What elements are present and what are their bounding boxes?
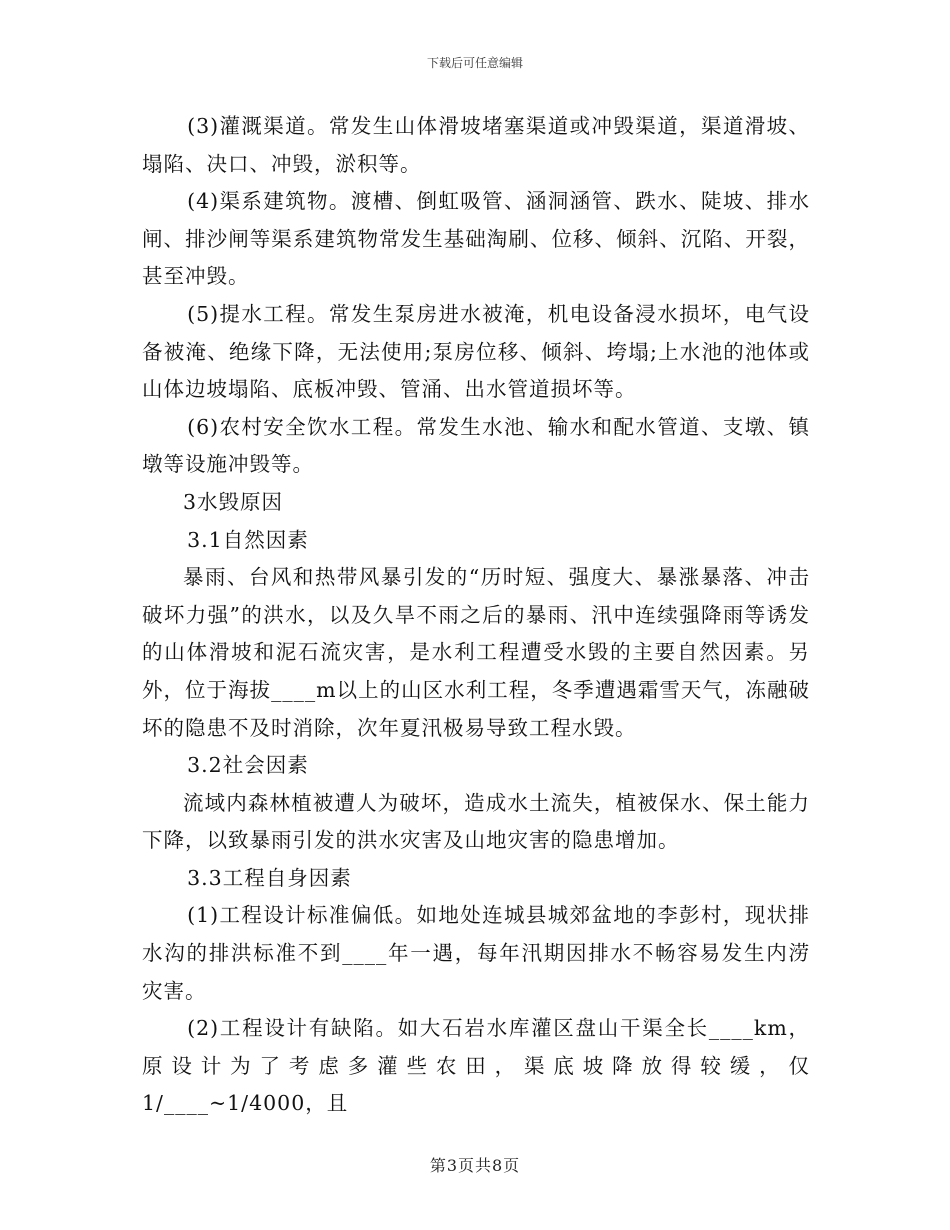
document-body xyxy=(142,108,810,1123)
paragraph-design-defect: (2)工程设计有缺陷。如大石岩水库灌区盘山干渠全长____km，原设计为了考虑多灌些农田，渠底坡降放得较缓，仅1/____~1/4000，且 xyxy=(142,1016,810,1116)
page-number: 第3页共8页 xyxy=(429,1156,521,1175)
subsection-heading-social: 3.2社会因素 xyxy=(187,753,309,778)
paragraph-social-factors: 流域内森林植被遭人为破坏，造成水土流失，植被保水、保土能力下降，以致暴雨引发的洪水灾害及山地灾害的隐患增加。 xyxy=(142,790,810,853)
page-header: 下载后可任意编辑 xyxy=(426,56,523,70)
paragraph-rural-drinking-water: (6)农村安全饮水工程。常发生水池、输水和配水管道、支墩、镇墩等设施冲毁等。 xyxy=(142,414,810,477)
paragraph-natural-factors: 暴雨、台风和热带风暴引发的“历时短、强度大、暴涨暴落、冲击破坏力强”的洪水，以及久旱不雨之后的暴雨、汛中连续强降雨等诱发的山体滑坡和泥石流灾害，是水利工程遭受水毁的主要自然因素。另外，位于海拔____m以上的山区水利工程，冬季遭遇霜雪天气，冻融破坏的隐患不及时消除，次年夏汛极易导致工程水毁。 xyxy=(142,565,810,740)
paragraph-pumping-works: (5)提水工程。常发生泵房进水被淹，机电设备浸水损坏，电气设备被淹、绝缘下降，无法使用;泵房位移、倾斜、垮塌;上水池的池体或山体边坡塌陷、底板冲毁、管涌、出水管道损坏等。 xyxy=(142,301,810,402)
paragraph-irrigation-channels: (3)灌溉渠道。常发生山体滑坡堵塞渠道或冲毁渠道，渠道滑坡、塌陷、决口、冲毁，淤积等。 xyxy=(142,114,810,176)
subsection-heading-natural: 3.1自然因素 xyxy=(187,527,309,552)
subsection-heading-engineering: 3.3工程自身因素 xyxy=(187,865,352,890)
section-heading-causes: 3水毁原因 xyxy=(183,489,284,514)
paragraph-design-standard: (1)工程设计标准偏低。如地处连城县城郊盆地的李彭村，现状排水沟的排洪标准不到____年一遇，每年汛期因排水不畅容易发生内涝灾害。 xyxy=(142,903,810,1003)
paragraph-canal-structures: (4)渠系建筑物。渡槽、倒虹吸管、涵洞涵管、跌水、陡坡、排水闸、排沙闸等渠系建筑物常发生基础淘刷、位移、倾斜、沉陷、开裂，甚至冲毁。 xyxy=(142,189,810,289)
